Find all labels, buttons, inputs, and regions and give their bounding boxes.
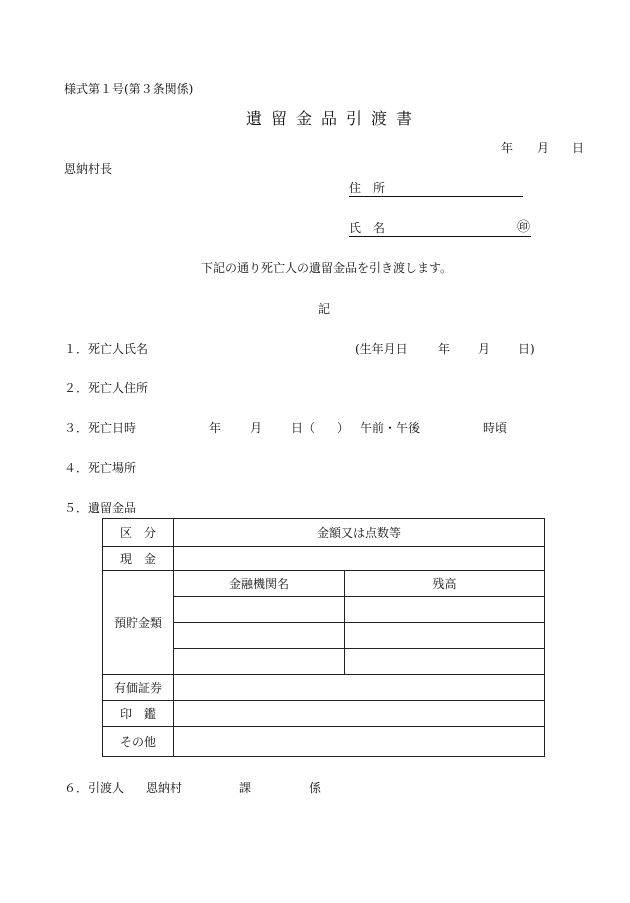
table-row — [103, 727, 545, 757]
ki-heading: 記 — [318, 302, 331, 316]
address-field-line[interactable] — [349, 196, 523, 197]
other-value-cell[interactable] — [174, 727, 545, 757]
kubun-header: 区 分 — [103, 519, 174, 547]
item3-month: 月 — [250, 421, 263, 435]
table-row — [103, 675, 545, 701]
table-row — [103, 519, 545, 547]
securities-label: 有価証券 — [103, 675, 174, 701]
form-number: 様式第１号(第３条関係) — [64, 82, 194, 96]
seal-value-cell[interactable] — [174, 701, 545, 727]
date-year: 年 — [501, 141, 514, 155]
securities-value-cell[interactable] — [174, 675, 545, 701]
item6-staff: 係 — [309, 781, 322, 795]
other-label: その他 — [103, 727, 174, 757]
bank-name-cell[interactable] — [174, 649, 345, 675]
balance-cell[interactable] — [345, 597, 545, 623]
item1-month: 月 — [478, 342, 491, 356]
address-label: 住 所 — [349, 181, 386, 195]
seal-label: 印 鑑 — [103, 701, 174, 727]
bank-name-header: 金融機関名 — [174, 571, 345, 597]
cash-label: 現 金 — [103, 547, 174, 571]
name-field-line[interactable] — [349, 236, 531, 237]
balance-cell[interactable] — [345, 623, 545, 649]
item1-label: １．死亡人氏名 — [64, 342, 149, 356]
seal-mark: ㊞ — [517, 220, 531, 235]
item4-label: ４．死亡場所 — [64, 461, 137, 475]
item6-label: ６．引渡人 — [64, 781, 125, 795]
bank-name-cell[interactable] — [174, 597, 345, 623]
item3-ampm: 午前・午後 — [360, 421, 421, 435]
date-day: 日 — [572, 141, 585, 155]
item5-label: ５．遺留金品 — [64, 501, 137, 515]
table-row — [103, 701, 545, 727]
document-title: 遺留金品引渡書 — [246, 109, 422, 128]
name-label: 氏 名 — [349, 221, 386, 235]
item1-day: 日) — [518, 342, 535, 356]
item1-birth-open: (生年月日 — [355, 342, 408, 356]
item3-day: 日（ — [291, 421, 316, 435]
cash-value-cell[interactable] — [174, 547, 545, 571]
goods-table — [102, 518, 545, 757]
item3-label: ３．死亡日時 — [64, 421, 137, 435]
table-row — [103, 547, 545, 571]
item1-year: 年 — [438, 342, 451, 356]
balance-cell[interactable] — [345, 649, 545, 675]
amount-header: 金額又は点数等 — [174, 519, 545, 547]
item6-village: 恩納村 — [146, 781, 183, 795]
item6-section: 課 — [239, 781, 252, 795]
intro-text: 下記の通り死亡人の遺留金品を引き渡します。 — [201, 261, 453, 275]
table-row — [103, 571, 545, 597]
item3-time: 時頃 — [483, 421, 508, 435]
deposits-label: 預貯金類 — [103, 571, 174, 675]
item3-close: ） — [337, 421, 350, 435]
item3-year: 年 — [209, 421, 222, 435]
date-month: 月 — [537, 141, 550, 155]
balance-header: 残高 — [345, 571, 545, 597]
item2-label: ２．死亡人住所 — [64, 381, 149, 395]
bank-name-cell[interactable] — [174, 623, 345, 649]
addressee: 恩納村長 — [64, 162, 113, 176]
